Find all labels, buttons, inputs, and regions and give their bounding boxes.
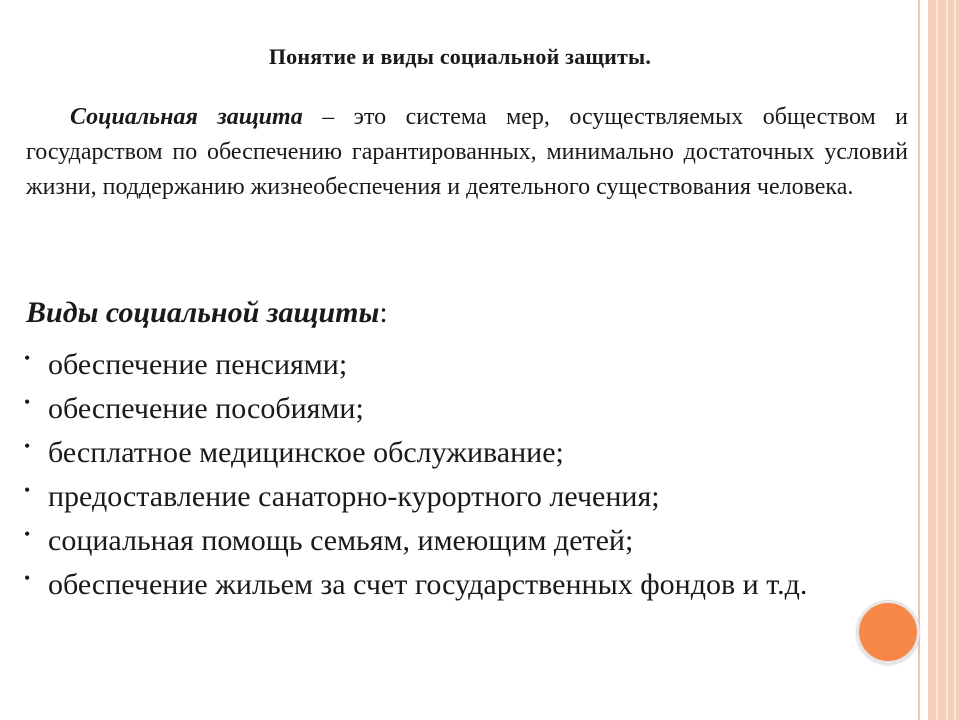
types-heading-text: Виды социальной защиты <box>26 296 380 329</box>
decor-stripe <box>946 0 948 720</box>
list-item <box>22 387 912 431</box>
definition-term: Социальная защита <box>70 104 303 130</box>
definition-paragraph <box>26 100 908 205</box>
list-item-text: социальная помощь семьям, имеющим детей; <box>48 524 634 557</box>
types-list <box>22 343 912 607</box>
definition-text: – это система мер, осуществляемых обществом и государством по обеспечению гарантированных, минимально достаточных условий жизни, поддержанию жизнеобеспечения и деятельного существования человека. <box>26 104 908 200</box>
list-item <box>22 475 912 519</box>
list-item-text: бесплатное медицинское обслуживание; <box>48 436 564 469</box>
list-item <box>22 519 912 563</box>
list-item-text: обеспечение пенсиями; <box>48 348 348 381</box>
types-heading <box>26 296 388 330</box>
orange-circle-decoration <box>856 600 920 664</box>
bullet-icon: • <box>24 436 31 456</box>
list-item-text: предоставление санаторно-курортного лечения; <box>48 480 660 513</box>
types-heading-colon: : <box>379 296 388 329</box>
bullet-icon: • <box>24 524 31 544</box>
list-item <box>22 563 912 607</box>
list-item-text: обеспечение жильем за счет государственных фондов и т.д. <box>48 568 808 601</box>
list-item <box>22 431 912 475</box>
decor-stripe <box>918 0 920 720</box>
decor-stripe <box>936 0 938 720</box>
bullet-icon: • <box>24 348 31 368</box>
list-item <box>22 343 912 387</box>
decor-stripe <box>954 0 956 720</box>
bullet-icon: • <box>24 392 31 412</box>
list-item-text: обеспечение пособиями; <box>48 392 364 425</box>
bullet-icon: • <box>24 480 31 500</box>
bullet-icon: • <box>24 568 31 588</box>
slide-title: Понятие и виды социальной защиты. <box>268 44 652 69</box>
